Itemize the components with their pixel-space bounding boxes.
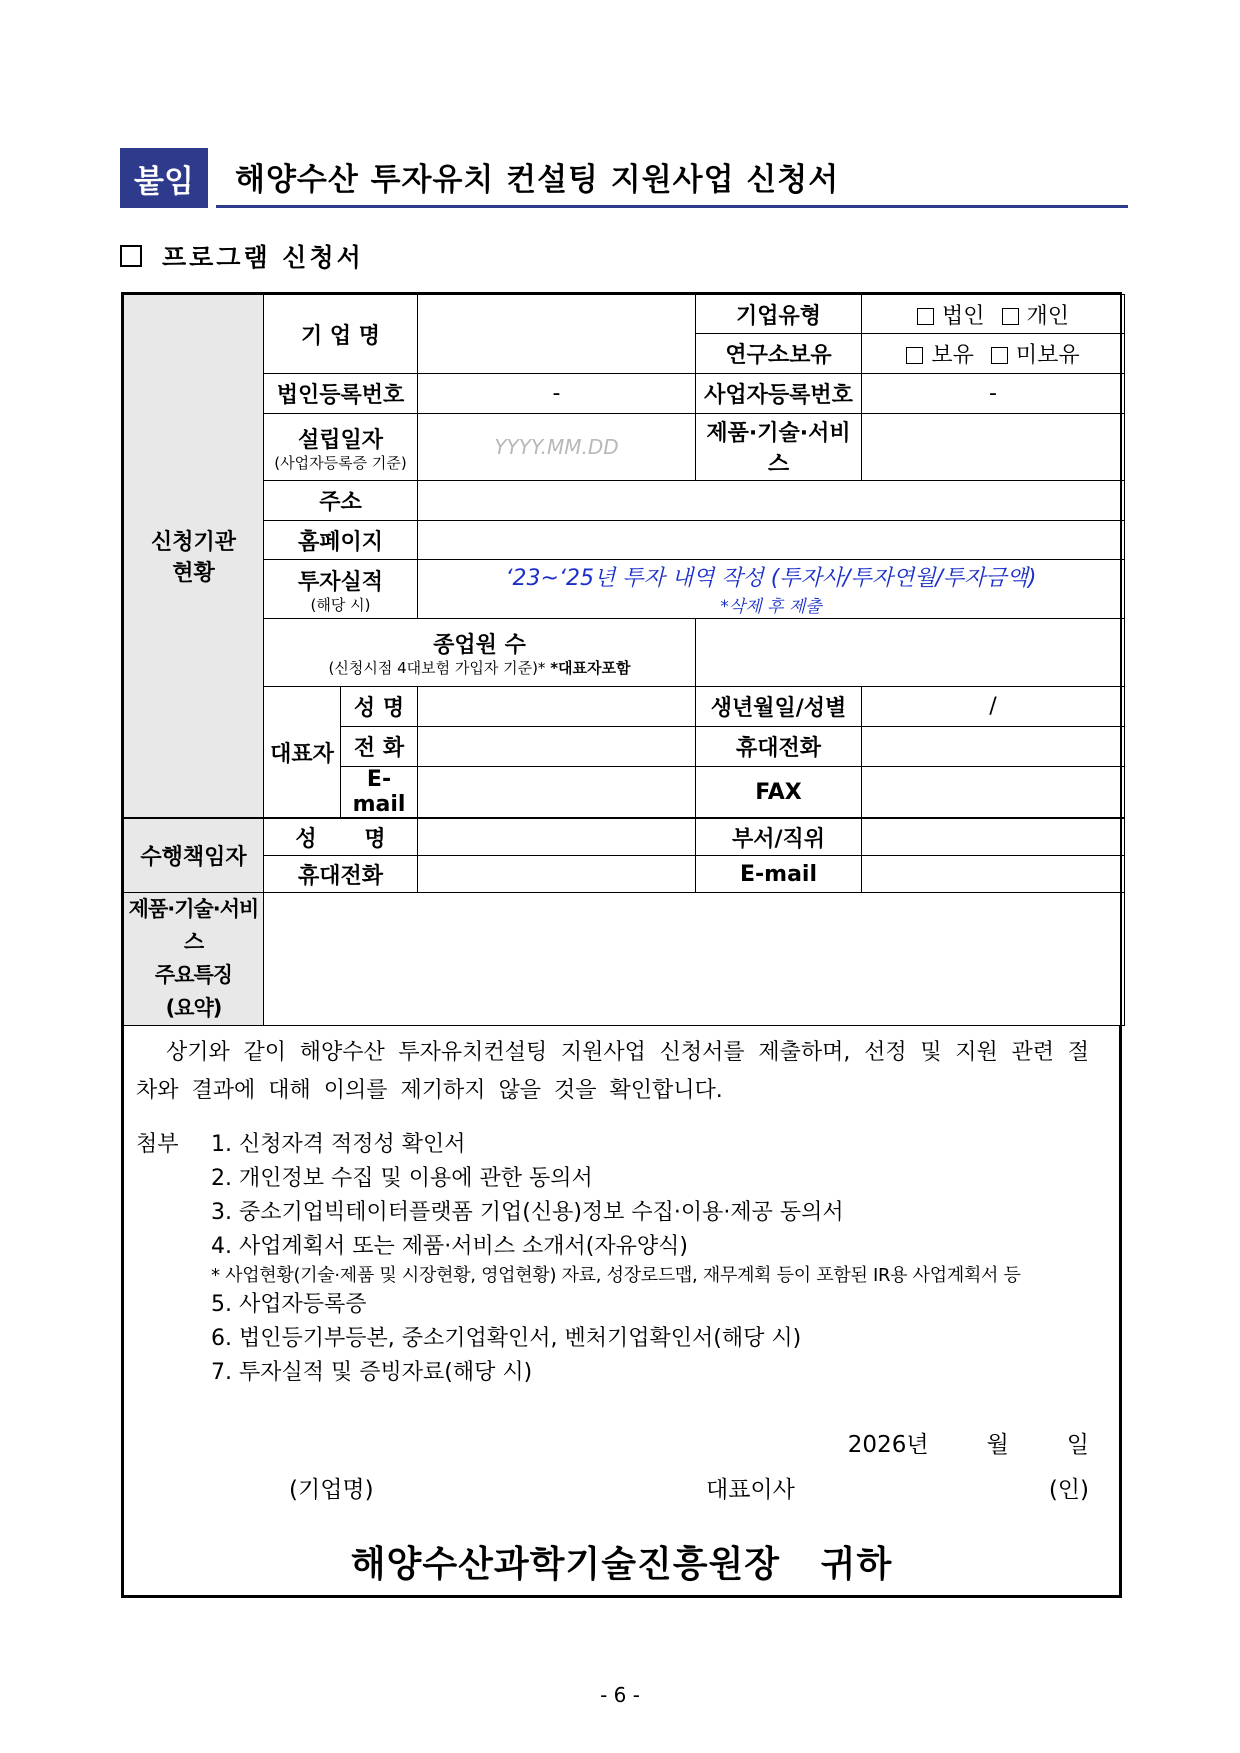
features-label: 제품·기술·서비스 주요특징 (요약) xyxy=(124,893,264,1026)
corp-reg-label: 법인등록번호 xyxy=(264,374,418,414)
attachment-item: 3. 중소기업빅테이터플랫폼 기업(신용)정보 수집·이용·제공 동의서 xyxy=(211,1200,844,1225)
rep-mobile-label: 휴대전화 xyxy=(696,727,862,767)
manager-table xyxy=(123,818,1125,1026)
rep-email-label: E-mail xyxy=(341,767,418,818)
attachment-item: 7. 투자실적 및 증빙자료(해당 시) xyxy=(211,1360,533,1385)
product-label: 제품·기술·서비스 xyxy=(696,414,862,481)
section-heading xyxy=(120,238,364,274)
signature-ceo: 대표이사 xyxy=(706,1477,795,1503)
applicant-table xyxy=(123,294,1125,818)
attachment-item: 6. 법인등기부등본, 중소기업확인서, 벤처기업확인서(해당 시) xyxy=(211,1326,802,1351)
attachment-note: * 사업현황(기술·제품 및 시장현황, 영업현황) 자료, 성장로드맵, 재무계획 등이 포함된 IR용 사업계획서 등 xyxy=(211,1265,1021,1286)
rep-name-label: 성 명 xyxy=(341,687,418,727)
biz-reg-label: 사업자등록번호 xyxy=(696,374,862,414)
corp-reg-field[interactable]: - xyxy=(418,374,696,414)
rep-name-field[interactable] xyxy=(418,687,696,727)
founding-date-field[interactable]: YYYY.MM.DD xyxy=(418,414,696,481)
homepage-label: 홈페이지 xyxy=(264,521,418,560)
company-type-label: 기업유형 xyxy=(696,295,862,334)
recipient: 해양수산과학기술진흥원장 귀하 xyxy=(350,1544,893,1585)
attachment-item: 1. 신청자격 적정성 확인서 xyxy=(211,1132,466,1157)
date-day: 일 xyxy=(1066,1432,1089,1458)
checkbox-icon[interactable] xyxy=(906,347,923,364)
attachments-list xyxy=(136,1128,1089,1390)
rep-birth-label: 생년월일/성별 xyxy=(696,687,862,727)
representative-label: 대표자 xyxy=(264,687,341,818)
signature-seal: (인) xyxy=(1048,1477,1089,1503)
manager-dept-field[interactable] xyxy=(862,819,1125,856)
founding-label: 설립일자 (사업자등록증 기준) xyxy=(264,414,418,481)
rep-email-field[interactable] xyxy=(418,767,696,818)
manager-group-label: 수행책임자 xyxy=(124,819,264,893)
section-title: 프로그램 신청서 xyxy=(162,243,364,272)
biz-reg-field[interactable]: - xyxy=(862,374,1125,414)
employees-label: 종업원 수 (신청시점 4대보험 가입자 기준)* *대표자포함 xyxy=(264,619,696,687)
rep-phone-label: 전 화 xyxy=(341,727,418,767)
manager-email-label: E-mail xyxy=(696,856,862,893)
attachment-item: 2. 개인정보 수집 및 이용에 관한 동의서 xyxy=(211,1166,593,1191)
title-underline xyxy=(216,205,1128,208)
lab-options[interactable]: 보유 미보유 xyxy=(862,334,1125,374)
address-field[interactable] xyxy=(418,481,1125,521)
address-label: 주소 xyxy=(264,481,418,521)
rep-fax-label: FAX xyxy=(696,767,862,818)
checkbox-icon[interactable] xyxy=(991,347,1008,364)
manager-name-field[interactable] xyxy=(418,819,696,856)
manager-mobile-label: 휴대전화 xyxy=(264,856,418,893)
declaration-section xyxy=(123,1026,1120,1596)
manager-dept-label: 부서/직위 xyxy=(696,819,862,856)
rep-birth-field[interactable]: / xyxy=(862,687,1125,727)
application-form xyxy=(121,292,1122,1598)
attachment-badge: 붙임 xyxy=(120,148,208,208)
attachments-label: 첨부 xyxy=(136,1132,179,1157)
document-title-bar xyxy=(120,148,1128,208)
declaration-text: 상기와 같이 해양수산 투자유치컨설팅 지원사업 신청서를 제출하며, 선정 및 지원 관련 절차와 결과에 대해 이의를 제기하지 않을 것을 확인합니다. xyxy=(136,1040,1089,1103)
manager-mobile-field[interactable] xyxy=(418,856,696,893)
investment-label: 투자실적 (해당 시) xyxy=(264,560,418,619)
employees-field[interactable] xyxy=(696,619,1125,687)
page-number: - 6 - xyxy=(600,1683,640,1707)
date-line xyxy=(848,1426,1089,1459)
company-name-field[interactable] xyxy=(418,295,696,374)
rep-fax-field[interactable] xyxy=(862,767,1125,818)
date-year: 2026년 xyxy=(847,1432,929,1458)
homepage-field[interactable] xyxy=(418,521,1125,560)
square-bullet-icon xyxy=(120,245,142,267)
rep-mobile-field[interactable] xyxy=(862,727,1125,767)
attachment-item: 5. 사업자등록증 xyxy=(211,1292,367,1317)
checkbox-icon[interactable] xyxy=(917,308,934,325)
date-month: 월 xyxy=(986,1432,1009,1458)
manager-email-field[interactable] xyxy=(862,856,1125,893)
lab-label: 연구소보유 xyxy=(696,334,862,374)
rep-phone-field[interactable] xyxy=(418,727,696,767)
company-name-label: 기 업 명 xyxy=(264,295,418,374)
checkbox-icon[interactable] xyxy=(1002,308,1019,325)
company-type-options[interactable]: 법인 개인 xyxy=(862,295,1125,334)
signature-company: (기업명) xyxy=(289,1477,374,1503)
applicant-group-label: 신청기관 현황 xyxy=(124,295,264,818)
manager-name-label: 성 명 xyxy=(264,819,418,856)
features-field[interactable] xyxy=(264,893,1125,1026)
investment-field[interactable]: ‘23~‘25년 투자 내역 작성 (투자사/투자연월/투자금액) *삭제 후 제출 xyxy=(418,560,1125,619)
attachment-item: 4. 사업계획서 또는 제품·서비스 소개서(자유양식) xyxy=(211,1234,688,1259)
product-field[interactable] xyxy=(862,414,1125,481)
document-title: 해양수산 투자유치 컨설팅 지원사업 신청서 xyxy=(235,162,840,198)
